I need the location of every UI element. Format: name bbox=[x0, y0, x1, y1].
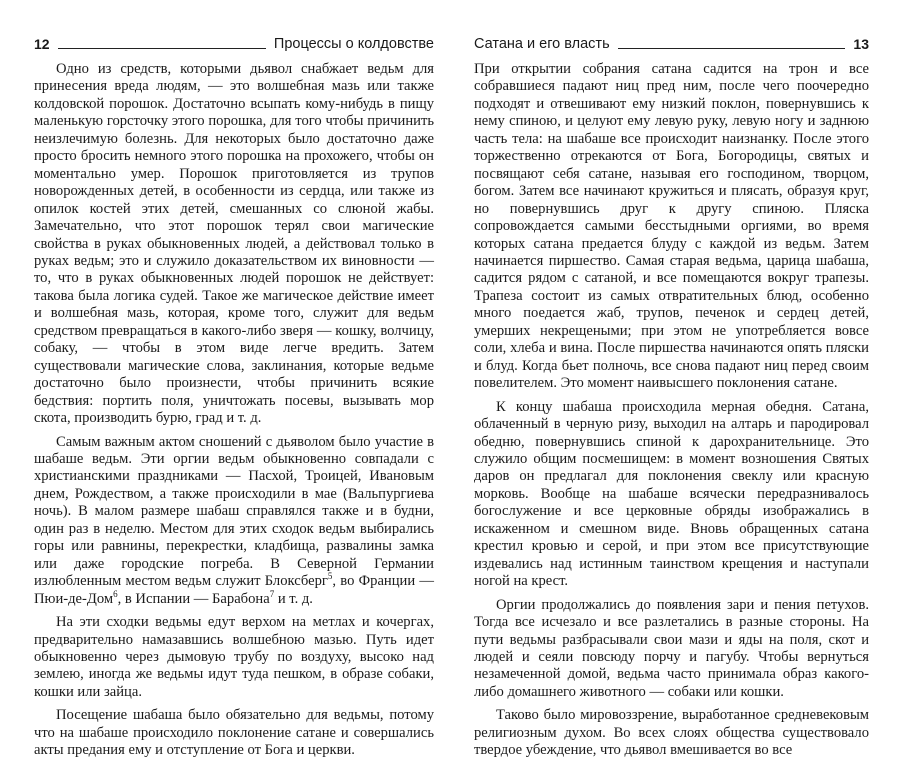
footnote-ref: 6 bbox=[113, 588, 118, 599]
footnote-ref: 5 bbox=[327, 571, 333, 582]
paragraph: Таково было мировоззрение, выработанное средневековым религиозным духом. Во всех слоях общества существовало твердое убеждение, что дьявол вмешивается во все bbox=[474, 707, 869, 759]
paragraph: Посещение шабаша было обязательно для ведьмы, потому что на шабаше происходило поклонение сатане и совершались акты предания ему и отступление от Бога и церкви. bbox=[34, 707, 434, 759]
paragraph: Одно из средств, которыми дьявол снабжает ведьм для принесения вреда людям, — это волшебная мазь или также колдовской порошок. Достаточно всыпать кому-нибудь в пищу маленькую горсточку этого порошка, для того чтобы причинить неизлечимую болезнь. Для некоторых было достаточно даже просто бросить немного этого порошка на прохожего, чтобы он моментально умер. Порошок приготовляется из трупов новорожденных детей, в особенности из сердца, или также из опилок костей этих детей, смешанных со слюной жабы. Замечательно, что этот порошок терял свои магические свойства в руках обыкновенных людей, а действовал только в руках ведьм; это и служило доказательством их виновности — то, что в руках обыкновенных людей порошок не действует: такова была логика судей. Такое же магическое действие имеет и волшебная мазь, которая, кроме того, служит для ведьм средством превращаться в какого-либо зверя — кошку, волчицу, собаку, — чтобы в этом виде легче вредить. Затем существовали магические слова, заклинания, которые ведьме достаточно было произнести, чтобы причинить всякие бедствия: портить поля, уничтожать посевы, вызывать мор скота, производить бурю, град и т. д. bbox=[34, 61, 434, 427]
header-rule-left bbox=[58, 39, 266, 49]
left-page-body bbox=[34, 61, 434, 766]
left-page-header bbox=[34, 34, 434, 54]
right-page-header bbox=[474, 34, 869, 54]
paragraph-text: , во Франции — Пюи-де-Дом bbox=[34, 573, 434, 607]
running-title-right: Сатана и его власть bbox=[474, 36, 610, 52]
paragraph: К концу шабаша происходила мерная обедня. Сатана, облаченный в черную ризу, выходил на алтарь и пародировал обедню, повернувшись спиной к дарохранительнице. Это служило общим посмешищем: в момент возношения Святых даров он предлагал для поклонения свеклу или красную морковь. Вообще на шабаше всячески передразнивалось богослужение и все церковные обряды изображались в искаженном и смешном виде. Вновь обращенных сатана крестил кровью и серой, и при этом все присутствующие издевались над истинным таинством крещения и наступали ногой на крест. bbox=[474, 398, 869, 590]
right-page-body bbox=[474, 61, 869, 766]
paragraph bbox=[34, 434, 434, 609]
paragraph-text: и т. д. bbox=[274, 590, 313, 607]
paragraph-text: Самым важным актом сношений с дьяволом было участие в шабаше ведьм. Эти оргии ведьм обыкновенно совпадали с христианскими праздниками — Пасхой, Троицей, Ивановым днем, Рождеством, а также происходили в мае (Вальпургиева ночь). В малом размере шабаш справлялся также и в будни, один раз в неделю. Местом для этих сходок ведьм выбирались горы или равнины, перекрестки, кладбища, развалины замка или даже городские погреба. В Северной Германии излюбленным местом ведьм служит Блоксберг bbox=[34, 433, 434, 590]
page-number-right: 13 bbox=[853, 36, 869, 52]
header-rule-right bbox=[618, 39, 846, 49]
paragraph: При открытии собрания сатана садится на трон и все собравшиеся падают ниц пред ним, после чего поочередно подходят и отвешивают ему низкий поклон, повернувшись к нему спиною, и целуют ему левую руку, левую ногу и заднюю часть тела: на шабаше все происходит наизнанку. После этого торжественно отрекаются от Бога, Богородицы, святых и посвящают себя сатане, называя его господином, творцом, богом. Затем все начинают кружиться и плясать, образуя круг, но повернувшись друг к другу спиною. Пляска сопровождается самыми бесстыдными оргиями, во время которых сатана предается блуду с каждой из ведьм. Затем начинается пиршество. Самая старая ведьма, царица шабаша, садится рядом с сатаной, и все помещаются вокруг трапезы. Трапеза состоит из самых отвратительных блюд, особенно много поедается жаб, трупов, печенок и сердец детей, умерших некрещеными; при этом не употребляется вовсе соли, хлеба и вина. После пиршества начинаются опять пляски и блуд. Когда бьет полночь, все снова падают ниц перед своим повелителем. Это момент наивысшего поклонения сатане. bbox=[474, 61, 869, 392]
right-page bbox=[474, 0, 869, 759]
paragraph: Оргии продолжались до появления зари и пения петухов. Тогда все исчезало и все разлетались в разные стороны. На пути ведьмы разбрасывали свои мази и яды на поля, скот и людей и сеяли повсюду порчу и пагубу. Чтобы вернуться незамеченной домой, ведьма часто принимала образ какого-либо домашнего животного — собаки или кошки. bbox=[474, 596, 869, 700]
footnote-ref: 7 bbox=[269, 588, 275, 599]
paragraph-text: , в Испании — Барабона bbox=[117, 590, 270, 607]
page-number-left: 12 bbox=[34, 36, 50, 52]
left-page bbox=[34, 0, 434, 759]
running-title-left: Процессы о колдовстве bbox=[273, 36, 434, 52]
paragraph: На эти сходки ведьмы едут верхом на метлах и кочергах, предварительно намазавшись волшебною мазью. Путь идет обыкновенно через дымовую трубу по воздуху, высоко над землею, иногда же ведьмы идут туда пешком, в образе собаки, кошки или зайца. bbox=[34, 614, 434, 700]
